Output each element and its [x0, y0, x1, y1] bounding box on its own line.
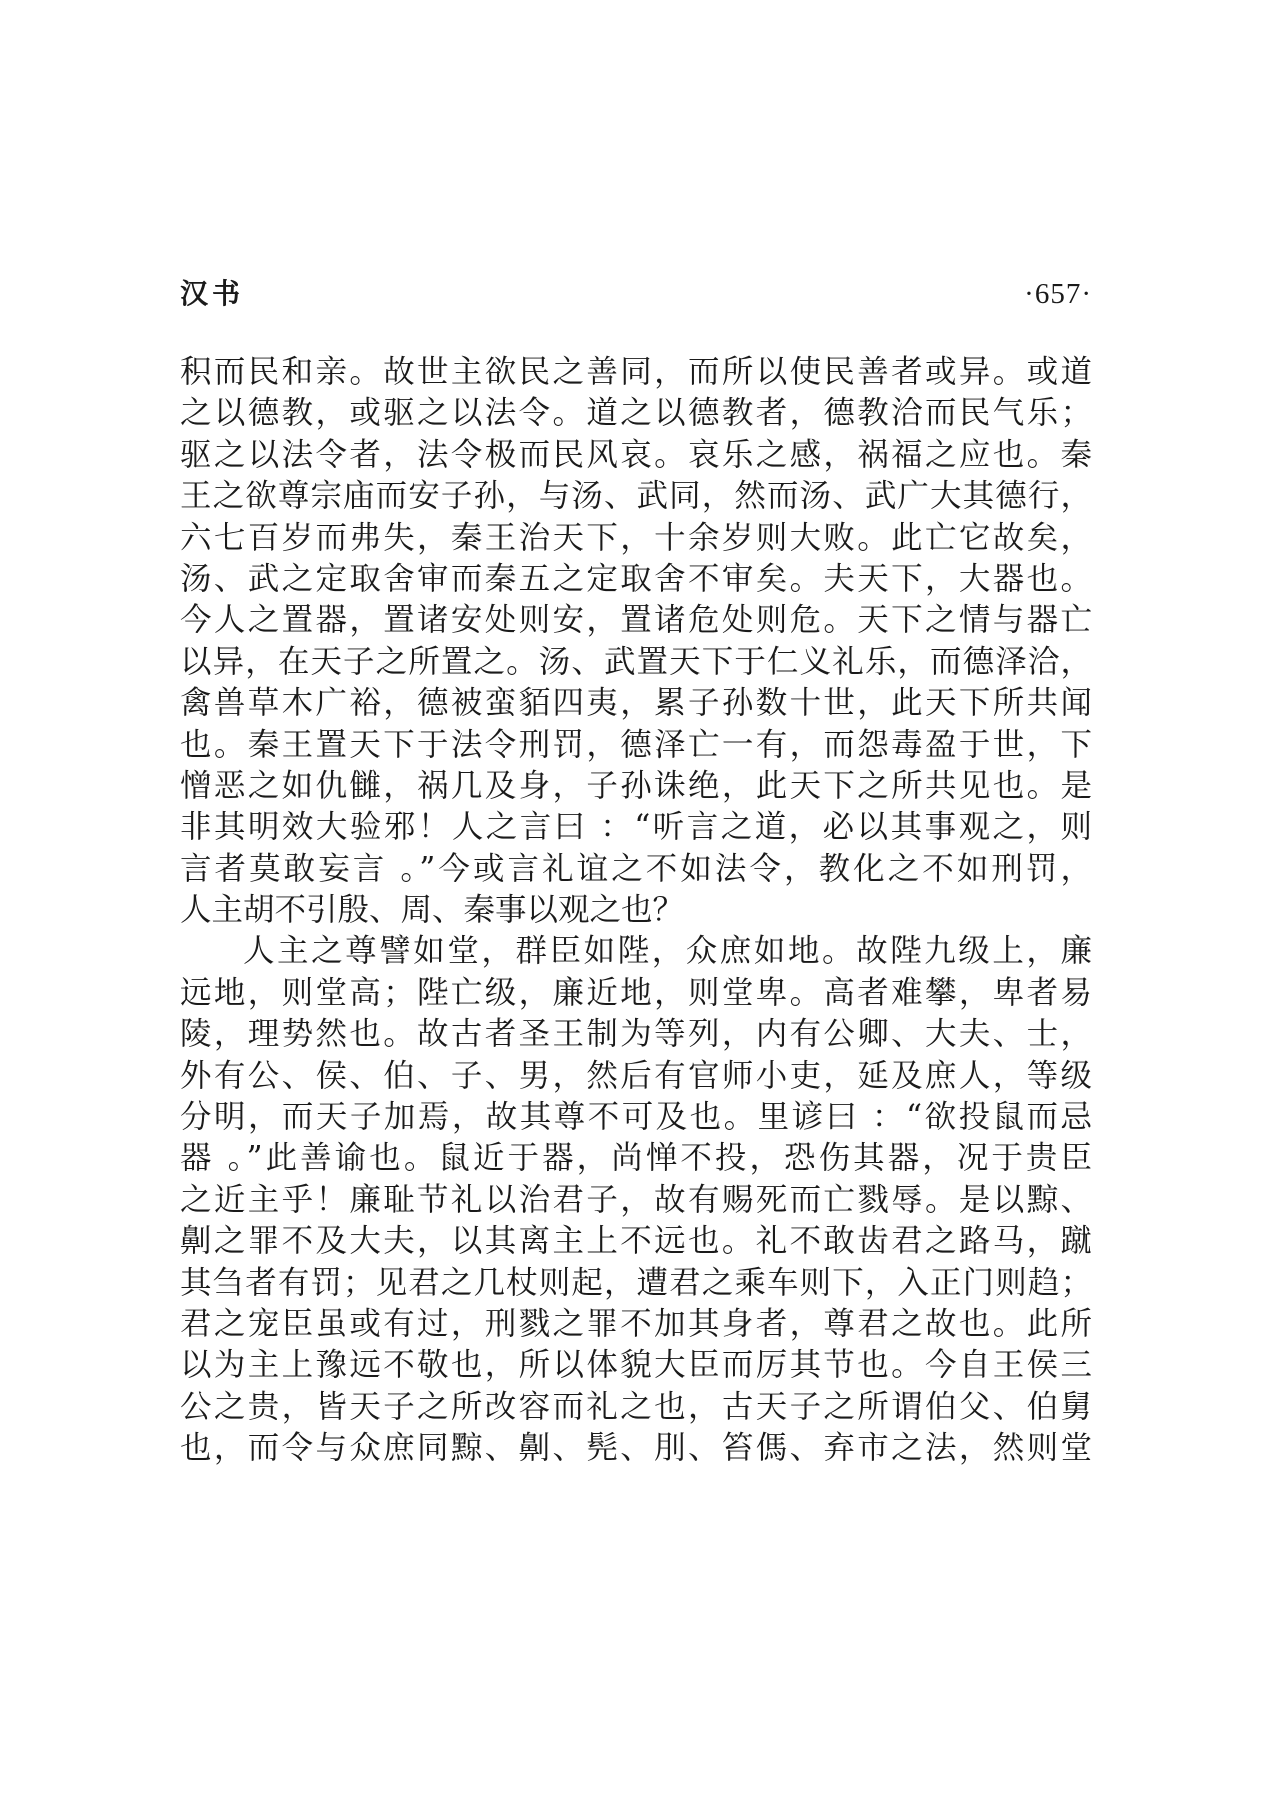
text-line: 分明，而天子加焉，故其尊不可及也。里谚曰 ：“欲投鼠而忌 [180, 1099, 1092, 1136]
text-line: 憎恶之如仇雠，祸几及身，子孙诛绝，此天下之所共见也。是 [180, 767, 1092, 804]
text-line: 人主之尊譬如堂，群臣如陛，众庶如地。故陛九级上，廉 [243, 933, 1092, 970]
text-line: 劓之罪不及大夫，以其离主上不远也。礼不敢齿君之路马，蹴 [180, 1223, 1092, 1260]
text-line: 以异，在天子之所置之。汤、武置天下于仁义礼乐，而德泽洽， [180, 643, 1092, 680]
text-line: 驱之以法令者，法令极而民风哀。哀乐之感，祸福之应也。秦 [180, 436, 1092, 473]
text-line: 君之宠臣虽或有过，刑戮之罪不加其身者，尊君之故也。此所 [180, 1305, 1092, 1342]
text-line: 积而民和亲。故世主欲民之善同，而所以使民善者或异。或道 [180, 354, 1092, 390]
book-title: 汉书 [180, 277, 245, 310]
text-line: 远地，则堂高；陛亡级，廉近地，则堂卑。高者难攀，卑者易 [180, 974, 1092, 1011]
text-line: 以为主上豫远不敬也，所以体貌大臣而厉其节也。今自王侯三 [180, 1347, 1092, 1384]
text-line: 六七百岁而弗失，秦王治天下，十余岁则大败。此亡它故矣， [180, 519, 1092, 556]
text-line: 其刍者有罚；见君之几杖则起，遭君之乘车则下，入正门则趋； [180, 1264, 1092, 1301]
text-line: 陵，理势然也。故古者圣王制为等列，内有公卿、大夫、士， [180, 1016, 1092, 1053]
text-line: 之以德教，或驱之以法令。道之以德教者，德教洽而民气乐； [180, 395, 1092, 432]
text-line: 非其明效大验邪！人之言曰 ：“听言之道，必以其事观之，则 [180, 809, 1092, 846]
text-line: 汤、武之定取舍审而秦五之定取舍不审矣。夫天下，大器也。 [180, 560, 1092, 597]
page-header [180, 272, 1092, 316]
page-number: ·657· [1024, 278, 1092, 310]
text-line: 也。秦王置天下于法令刑罚，德泽亡一有，而怨毒盈于世，下 [180, 726, 1092, 763]
body-text [180, 352, 1092, 1470]
text-line: 器 。”此善谕也。鼠近于器，尚惮不投，恐伤其器，况于贵臣 [180, 1140, 1092, 1177]
text-line: 之近主乎！廉耻节礼以治君子，故有赐死而亡戮辱。是以黥、 [180, 1181, 1092, 1218]
text-line: 也，而令与众庶同黥、劓、髡、刖、笞傌、弃市之法，然则堂 [180, 1430, 1092, 1467]
text-line: 外有公、侯、伯、子、男，然后有官师小吏，延及庶人，等级 [180, 1057, 1092, 1094]
text-line: 人主胡不引殷、周、秦事以观之也？ [180, 892, 685, 929]
text-line: 禽兽草木广裕，德被蛮貊四夷，累子孙数十世，此天下所共闻 [180, 685, 1092, 722]
text-line: 今人之置器，置诸安处则安，置诸危处则危。天下之情与器亡 [180, 602, 1092, 639]
text-line: 言者莫敢妄言 。”今或言礼谊之不如法令，教化之不如刑罚， [180, 850, 1092, 887]
text-line: 公之贵，皆天子之所改容而礼之也，古天子之所谓伯父、伯舅 [180, 1388, 1092, 1425]
text-line: 王之欲尊宗庙而安子孙，与汤、武同，然而汤、武广大其德行， [180, 478, 1092, 515]
